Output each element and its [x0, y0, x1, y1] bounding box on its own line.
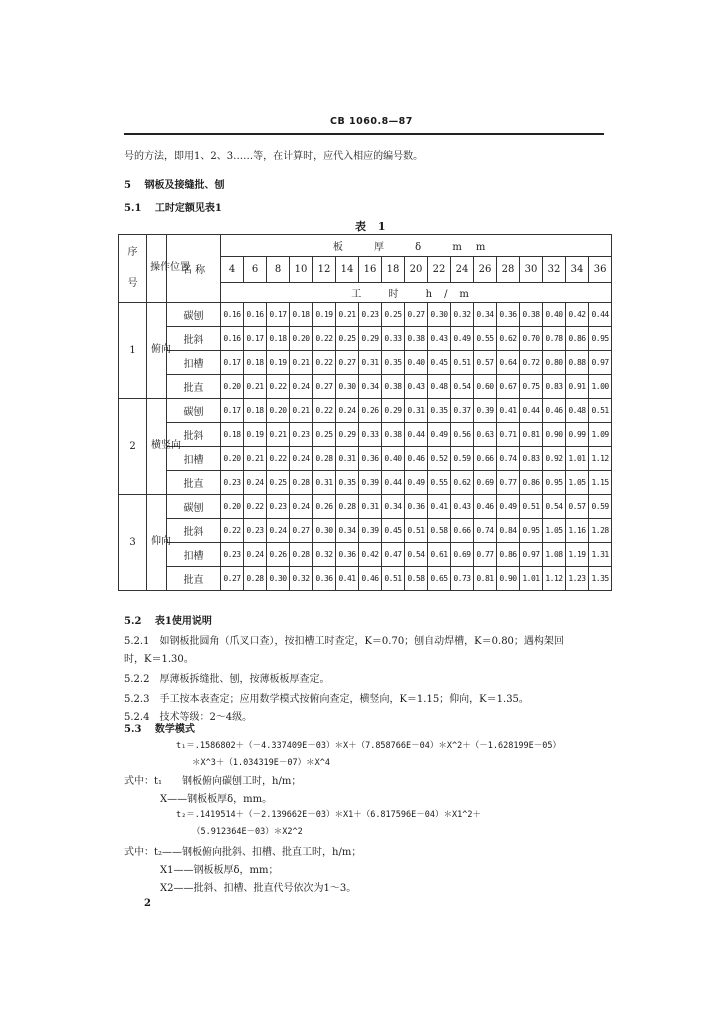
section-number: 5.2	[124, 616, 142, 627]
table-cell: 0.43	[451, 495, 474, 519]
table-cell: 0.25	[336, 327, 359, 351]
table-cell: 0.37	[451, 399, 474, 423]
table-cell: 0.99	[566, 423, 589, 447]
equation-1-line-2: ＊X^3＋（1.034319E－07）＊X^4	[192, 758, 330, 768]
thickness-cell: 4	[221, 257, 244, 283]
table-cell: 0.34	[382, 495, 405, 519]
table-cell: 0.18	[244, 351, 267, 375]
position-header: 操作位置	[147, 235, 167, 303]
table-cell: 0.32	[451, 303, 474, 327]
table-row	[119, 519, 612, 543]
table-cell: 0.24	[244, 471, 267, 495]
table-cell: 0.95	[589, 327, 612, 351]
table-row	[119, 567, 612, 591]
standard-number: CB 1060.8—87	[330, 116, 413, 127]
table-cell: 0.20	[221, 375, 244, 399]
table-cell: 0.40	[405, 351, 428, 375]
table-cell: 0.19	[244, 423, 267, 447]
thickness-cell: 20	[405, 257, 428, 283]
table-cell: 0.95	[520, 519, 543, 543]
table-cell: 1.12	[543, 567, 566, 591]
table-cell: 0.77	[474, 543, 497, 567]
table-cell: 0.75	[520, 375, 543, 399]
table-cell: 0.36	[405, 495, 428, 519]
table-cell: 0.22	[221, 519, 244, 543]
table-title: 表 1	[355, 220, 390, 233]
table-cell: 0.69	[451, 543, 474, 567]
table-cell: 0.21	[290, 351, 313, 375]
table-row	[119, 423, 612, 447]
table-cell: 0.86	[497, 543, 520, 567]
table-cell: 0.83	[520, 447, 543, 471]
section-5-1-heading	[124, 199, 222, 214]
table-cell: 0.28	[313, 447, 336, 471]
table-cell: 0.34	[336, 519, 359, 543]
table-cell: 0.28	[336, 495, 359, 519]
table-cell: 0.59	[451, 447, 474, 471]
table-cell: 0.39	[359, 519, 382, 543]
table-cell: 0.78	[543, 327, 566, 351]
table-cell: 1.01	[566, 447, 589, 471]
table-cell: 0.35	[336, 471, 359, 495]
thickness-header: 板 厚 δ mm	[221, 235, 612, 257]
section-number: 5.1	[124, 203, 142, 214]
table-cell: 0.41	[497, 399, 520, 423]
equation-2-line-2: （5.912364E－03）＊X2^2	[192, 827, 303, 837]
thickness-cell: 24	[451, 257, 474, 283]
table-cell: 0.24	[290, 447, 313, 471]
table-cell: 0.46	[405, 447, 428, 471]
table-cell: 1.00	[589, 375, 612, 399]
section-title: 工时定额见表1	[154, 203, 222, 214]
table-cell: 0.49	[451, 327, 474, 351]
table-cell: 0.29	[359, 327, 382, 351]
table-cell: 0.44	[405, 423, 428, 447]
group-position: 仰向	[147, 495, 167, 591]
table-cell: 0.25	[313, 423, 336, 447]
table-header-row-1	[119, 235, 612, 257]
table-cell: 0.66	[474, 447, 497, 471]
row-name: 扣槽	[167, 447, 221, 471]
definition-x2: X2——批斜、扣槽、批直代号依次为1～3。	[160, 883, 357, 894]
table-cell: 0.24	[290, 375, 313, 399]
table-cell: 0.35	[428, 399, 451, 423]
table-cell: 0.21	[244, 375, 267, 399]
seq-header-bottom: 号	[127, 277, 138, 289]
table-cell: 0.17	[221, 351, 244, 375]
section-5-2-heading	[124, 612, 212, 627]
table-cell: 0.18	[290, 303, 313, 327]
table-cell: 0.29	[382, 399, 405, 423]
table-cell: 1.05	[566, 471, 589, 495]
seq-header-top: 序	[127, 247, 138, 258]
note-5-2-3: 5.2.3 手工按本表查定；应用数学模式按俯向查定，横竖向，K＝1.15；仰向，K＝1.35。	[124, 694, 529, 705]
thickness-cell: 18	[382, 257, 405, 283]
table-cell: 0.57	[474, 351, 497, 375]
table-cell: 0.30	[313, 519, 336, 543]
table-cell: 0.38	[520, 303, 543, 327]
table-cell: 0.38	[382, 423, 405, 447]
definition-t2: 式中：t₂——钢板俯向批斜、扣槽、批直工时，h/m；	[124, 847, 362, 858]
table-cell: 0.20	[267, 399, 290, 423]
table-cell: 0.88	[566, 351, 589, 375]
table-cell: 1.23	[566, 567, 589, 591]
seq-header	[119, 235, 147, 303]
group-seq: 2	[119, 399, 147, 495]
table-cell: 0.51	[405, 519, 428, 543]
table-cell: 0.81	[474, 567, 497, 591]
table-cell: 0.86	[566, 327, 589, 351]
table-cell: 0.23	[221, 471, 244, 495]
table-cell: 0.58	[405, 567, 428, 591]
group-seq: 3	[119, 495, 147, 591]
table-cell: 0.24	[290, 495, 313, 519]
table-cell: 0.51	[382, 567, 405, 591]
table-cell: 0.67	[497, 375, 520, 399]
row-name: 批斜	[167, 519, 221, 543]
definition-x: X——钢板板厚δ，mm。	[160, 794, 273, 805]
table-cell: 0.39	[474, 399, 497, 423]
intro-text: 号的方法，即用1、2、3……等，在计算时，应代入相应的编号数。	[124, 151, 424, 162]
table-cell: 0.24	[244, 543, 267, 567]
table-cell: 0.27	[336, 351, 359, 375]
table-cell: 0.28	[290, 471, 313, 495]
table-cell: 0.27	[221, 567, 244, 591]
table-cell: 0.73	[451, 567, 474, 591]
table-row	[119, 375, 612, 399]
table-cell: 0.18	[221, 423, 244, 447]
table-cell: 0.49	[497, 495, 520, 519]
table-cell: 0.26	[313, 495, 336, 519]
header-rule	[124, 133, 604, 135]
table-cell: 0.46	[543, 399, 566, 423]
table-cell: 0.30	[336, 375, 359, 399]
table-cell: 0.71	[497, 423, 520, 447]
table-cell: 0.31	[359, 495, 382, 519]
page-number: 2	[144, 898, 151, 909]
table-cell: 0.31	[405, 399, 428, 423]
table-cell: 0.90	[543, 423, 566, 447]
table-cell: 0.18	[244, 399, 267, 423]
table-cell: 0.26	[359, 399, 382, 423]
table-cell: 0.51	[520, 495, 543, 519]
table-cell: 0.86	[520, 471, 543, 495]
table-cell: 0.23	[290, 423, 313, 447]
table-cell: 1.35	[589, 567, 612, 591]
equation-1-line-1: t₁＝.1586802＋（－4.337409E－03）＊X＋（7.858766E－04）＊X^2＋（－1.628199E－05）	[176, 741, 562, 751]
work-hour-table	[118, 234, 612, 591]
table-cell: 1.31	[589, 543, 612, 567]
table-row	[119, 399, 612, 423]
table-cell: 1.12	[589, 447, 612, 471]
table-cell: 0.17	[244, 327, 267, 351]
table-cell: 0.16	[221, 327, 244, 351]
table-cell: 0.41	[336, 567, 359, 591]
table-cell: 0.47	[382, 543, 405, 567]
definition-t1: 式中：t₁ 钢板俯向碳刨工时，h/m；	[124, 776, 302, 787]
table-cell: 0.44	[520, 399, 543, 423]
thickness-cell: 22	[428, 257, 451, 283]
unit-label: 工 时 h/m	[221, 283, 612, 303]
thickness-cell: 10	[290, 257, 313, 283]
table-cell: 0.43	[405, 375, 428, 399]
table-cell: 0.25	[382, 303, 405, 327]
table-row	[119, 303, 612, 327]
table-cell: 0.45	[382, 519, 405, 543]
table-cell: 1.01	[520, 567, 543, 591]
table-cell: 0.41	[428, 495, 451, 519]
table-cell: 0.31	[359, 351, 382, 375]
table-cell: 0.20	[290, 327, 313, 351]
section-5-3-heading	[124, 720, 195, 735]
table-cell: 0.38	[382, 375, 405, 399]
table-cell: 0.33	[359, 423, 382, 447]
table-cell: 0.32	[313, 543, 336, 567]
table-cell: 0.20	[221, 495, 244, 519]
table-cell: 0.40	[543, 303, 566, 327]
thickness-cell: 14	[336, 257, 359, 283]
table-cell: 0.80	[543, 351, 566, 375]
table-cell: 0.27	[290, 519, 313, 543]
section-5-heading	[124, 176, 224, 191]
row-name: 碳刨	[167, 303, 221, 327]
row-name: 扣槽	[167, 543, 221, 567]
table-cell: 0.43	[428, 327, 451, 351]
table-cell: 0.19	[313, 303, 336, 327]
thickness-cell: 12	[313, 257, 336, 283]
table-cell: 1.09	[589, 423, 612, 447]
table-cell: 0.36	[336, 543, 359, 567]
table-cell: 0.95	[543, 471, 566, 495]
table-cell: 0.97	[589, 351, 612, 375]
table-cell: 1.16	[566, 519, 589, 543]
section-title: 表1使用说明	[154, 616, 212, 627]
note-5-2-4: 5.2.4 技术等级：2～4级。	[124, 712, 253, 723]
thickness-cell: 16	[359, 257, 382, 283]
table-cell: 0.23	[244, 519, 267, 543]
table-cell: 0.22	[267, 447, 290, 471]
thickness-cell: 28	[497, 257, 520, 283]
table-cell: 0.70	[520, 327, 543, 351]
table-cell: 0.21	[267, 423, 290, 447]
table-cell: 0.22	[313, 327, 336, 351]
table-cell: 0.42	[566, 303, 589, 327]
table-row	[119, 351, 612, 375]
table-cell: 0.91	[566, 375, 589, 399]
table-cell: 0.54	[405, 543, 428, 567]
table-cell: 0.30	[428, 303, 451, 327]
thickness-cell: 36	[589, 257, 612, 283]
table-cell: 0.27	[313, 375, 336, 399]
section-number: 5	[124, 180, 131, 191]
table-cell: 0.32	[290, 567, 313, 591]
note-5-2-2: 5.2.2 厚薄板拆缝批、刨，按薄板板厚查定。	[124, 674, 330, 685]
table-cell: 0.84	[497, 519, 520, 543]
table-row	[119, 543, 612, 567]
table-cell: 0.22	[267, 375, 290, 399]
table-cell: 0.28	[244, 567, 267, 591]
group-seq: 1	[119, 303, 147, 399]
table-cell: 0.34	[359, 375, 382, 399]
table-cell: 0.60	[474, 375, 497, 399]
table-cell: 0.29	[336, 423, 359, 447]
table-cell: 0.44	[589, 303, 612, 327]
table-cell: 0.55	[428, 471, 451, 495]
thickness-cell: 26	[474, 257, 497, 283]
table-cell: 0.65	[428, 567, 451, 591]
table-cell: 0.31	[336, 447, 359, 471]
table-cell: 1.28	[589, 519, 612, 543]
table-cell: 0.25	[267, 471, 290, 495]
table-cell: 1.08	[543, 543, 566, 567]
thickness-cell: 6	[244, 257, 267, 283]
table-cell: 0.36	[497, 303, 520, 327]
section-number: 5.3	[124, 724, 142, 735]
table-cell: 0.28	[290, 543, 313, 567]
table-cell: 1.19	[566, 543, 589, 567]
table-cell: 0.49	[405, 471, 428, 495]
section-title: 数学模式	[154, 724, 195, 735]
table-cell: 0.40	[382, 447, 405, 471]
table-cell: 0.56	[451, 423, 474, 447]
table-cell: 0.62	[497, 327, 520, 351]
table-cell: 0.62	[451, 471, 474, 495]
table-cell: 0.51	[451, 351, 474, 375]
thickness-cell: 34	[566, 257, 589, 283]
table-row	[119, 447, 612, 471]
row-name: 批直	[167, 471, 221, 495]
group-position: 横竖向	[147, 399, 167, 495]
table-cell: 0.90	[497, 567, 520, 591]
table-cell: 0.36	[313, 567, 336, 591]
table-cell: 0.74	[474, 519, 497, 543]
table-cell: 0.51	[589, 399, 612, 423]
note-5-2-1-cont: 时，K＝1.30。	[124, 654, 194, 665]
table-cell: 0.46	[474, 495, 497, 519]
table-cell: 0.27	[405, 303, 428, 327]
table-cell: 0.54	[451, 375, 474, 399]
section-title: 钢板及接缝批、刨	[144, 180, 225, 191]
table-cell: 0.97	[520, 543, 543, 567]
table-cell: 0.22	[313, 351, 336, 375]
table-cell: 0.81	[520, 423, 543, 447]
table-cell: 0.55	[474, 327, 497, 351]
thickness-cell: 30	[520, 257, 543, 283]
row-name: 批直	[167, 375, 221, 399]
table-cell: 0.83	[543, 375, 566, 399]
table-cell: 0.72	[520, 351, 543, 375]
table-cell: 0.16	[221, 303, 244, 327]
table-cell: 0.45	[428, 351, 451, 375]
note-5-2-1: 5.2.1 如钢板批圆角（爪叉口查），按扣槽工时查定，K＝0.70；刨自动焊槽，K＝0.80；遇构架回	[124, 636, 564, 647]
table-cell: 0.48	[428, 375, 451, 399]
table-cell: 0.18	[267, 327, 290, 351]
table-cell: 0.24	[267, 519, 290, 543]
table-row	[119, 495, 612, 519]
table-cell: 0.17	[267, 303, 290, 327]
table-cell: 0.74	[497, 447, 520, 471]
table-cell: 1.05	[543, 519, 566, 543]
table-cell: 0.52	[428, 447, 451, 471]
group-position: 俯向	[147, 303, 167, 399]
table-cell: 0.64	[497, 351, 520, 375]
table-cell: 0.16	[244, 303, 267, 327]
name-header: 名 称	[167, 235, 221, 303]
table-cell: 0.48	[566, 399, 589, 423]
table-cell: 0.39	[359, 471, 382, 495]
table-cell: 0.17	[221, 399, 244, 423]
table-cell: 0.26	[267, 543, 290, 567]
table-cell: 0.57	[566, 495, 589, 519]
table-cell: 0.23	[221, 543, 244, 567]
table-cell: 0.23	[359, 303, 382, 327]
table-cell: 0.19	[267, 351, 290, 375]
table-row	[119, 327, 612, 351]
thickness-cell: 32	[543, 257, 566, 283]
table-cell: 0.21	[244, 447, 267, 471]
table-cell: 1.15	[589, 471, 612, 495]
definition-x1: X1——钢板板厚δ，mm；	[160, 865, 279, 876]
table-cell: 0.66	[451, 519, 474, 543]
table-cell: 0.44	[382, 471, 405, 495]
table-cell: 0.49	[428, 423, 451, 447]
row-name: 碳刨	[167, 495, 221, 519]
table-cell: 0.34	[474, 303, 497, 327]
table-cell: 0.24	[336, 399, 359, 423]
row-name: 批斜	[167, 327, 221, 351]
table-cell: 0.21	[336, 303, 359, 327]
table-cell: 0.54	[543, 495, 566, 519]
row-name: 批直	[167, 567, 221, 591]
thickness-cell: 8	[267, 257, 290, 283]
table-cell: 0.92	[543, 447, 566, 471]
table-cell: 0.46	[359, 567, 382, 591]
table-cell: 0.23	[267, 495, 290, 519]
row-name: 批斜	[167, 423, 221, 447]
table-cell: 0.61	[428, 543, 451, 567]
row-name: 碳刨	[167, 399, 221, 423]
table-cell: 0.22	[244, 495, 267, 519]
table-cell: 0.69	[474, 471, 497, 495]
equation-2-line-1: t₂＝.1419514＋（－2.139662E－03）＊X1＋（6.817596E－04）＊X1^2＋	[176, 810, 481, 820]
row-name: 扣槽	[167, 351, 221, 375]
table-cell: 0.63	[474, 423, 497, 447]
table-cell: 0.22	[313, 399, 336, 423]
table-cell: 0.59	[589, 495, 612, 519]
table-cell: 0.33	[382, 327, 405, 351]
table-cell: 0.20	[221, 447, 244, 471]
table-cell: 0.31	[313, 471, 336, 495]
table-cell: 0.21	[290, 399, 313, 423]
table-cell: 0.77	[497, 471, 520, 495]
table-row	[119, 471, 612, 495]
table-cell: 0.35	[382, 351, 405, 375]
table-cell: 0.42	[359, 543, 382, 567]
table-cell: 0.58	[428, 519, 451, 543]
table-cell: 0.30	[267, 567, 290, 591]
table-cell: 0.38	[405, 327, 428, 351]
table-cell: 0.36	[359, 447, 382, 471]
